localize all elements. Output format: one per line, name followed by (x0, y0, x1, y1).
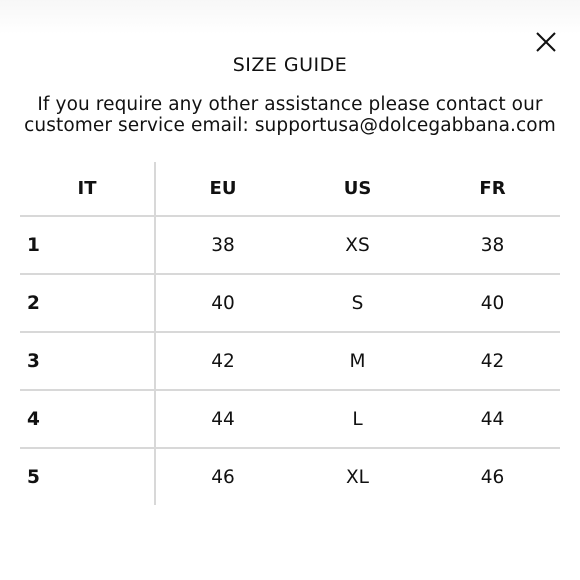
cell-it: 5 (20, 448, 155, 505)
table-row (20, 332, 560, 390)
assistance-note-email-line (20, 115, 560, 136)
cell-fr: 46 (480, 466, 505, 488)
table-row (20, 216, 560, 274)
cell-it: 2 (20, 274, 155, 332)
column-header-it: IT (20, 162, 155, 216)
table-row (20, 274, 560, 332)
cell-eu: 42 (155, 332, 290, 390)
table-row (20, 390, 560, 448)
cell-fr: 44 (425, 390, 560, 448)
cell-us: XS (290, 216, 425, 274)
cell-us: XL (346, 466, 369, 488)
cell-fr: 40 (425, 274, 560, 332)
cell-it: 4 (20, 390, 155, 448)
close-button[interactable] (532, 28, 560, 56)
cell-eu: 38 (155, 216, 290, 274)
cell-eu: 40 (155, 274, 290, 332)
table-row (20, 448, 560, 505)
column-header-eu: EU (155, 162, 290, 216)
size-table (20, 162, 560, 505)
close-icon (532, 28, 560, 56)
cell-fr: 42 (425, 332, 560, 390)
cell-us: M (290, 332, 425, 390)
modal-top-shade (0, 0, 580, 34)
column-header-us: US (290, 162, 425, 216)
email-label: customer service email: (24, 115, 255, 136)
column-header-fr: FR (425, 162, 560, 216)
page-title: SIZE GUIDE (232, 54, 348, 76)
cell-eu: 44 (155, 390, 290, 448)
cell-it: 1 (20, 216, 155, 274)
assistance-note (20, 94, 560, 136)
cell-us: L (290, 390, 425, 448)
table-header-row (20, 162, 560, 216)
cell-us: S (290, 274, 425, 332)
cell-it: 3 (20, 332, 155, 390)
assistance-note-line: If you require any other assistance please contact our (37, 94, 543, 115)
cell-fr: 38 (425, 216, 560, 274)
support-email-link[interactable]: supportusa@dolcegabbana.com (254, 115, 556, 136)
cell-eu: 46 (211, 466, 235, 488)
